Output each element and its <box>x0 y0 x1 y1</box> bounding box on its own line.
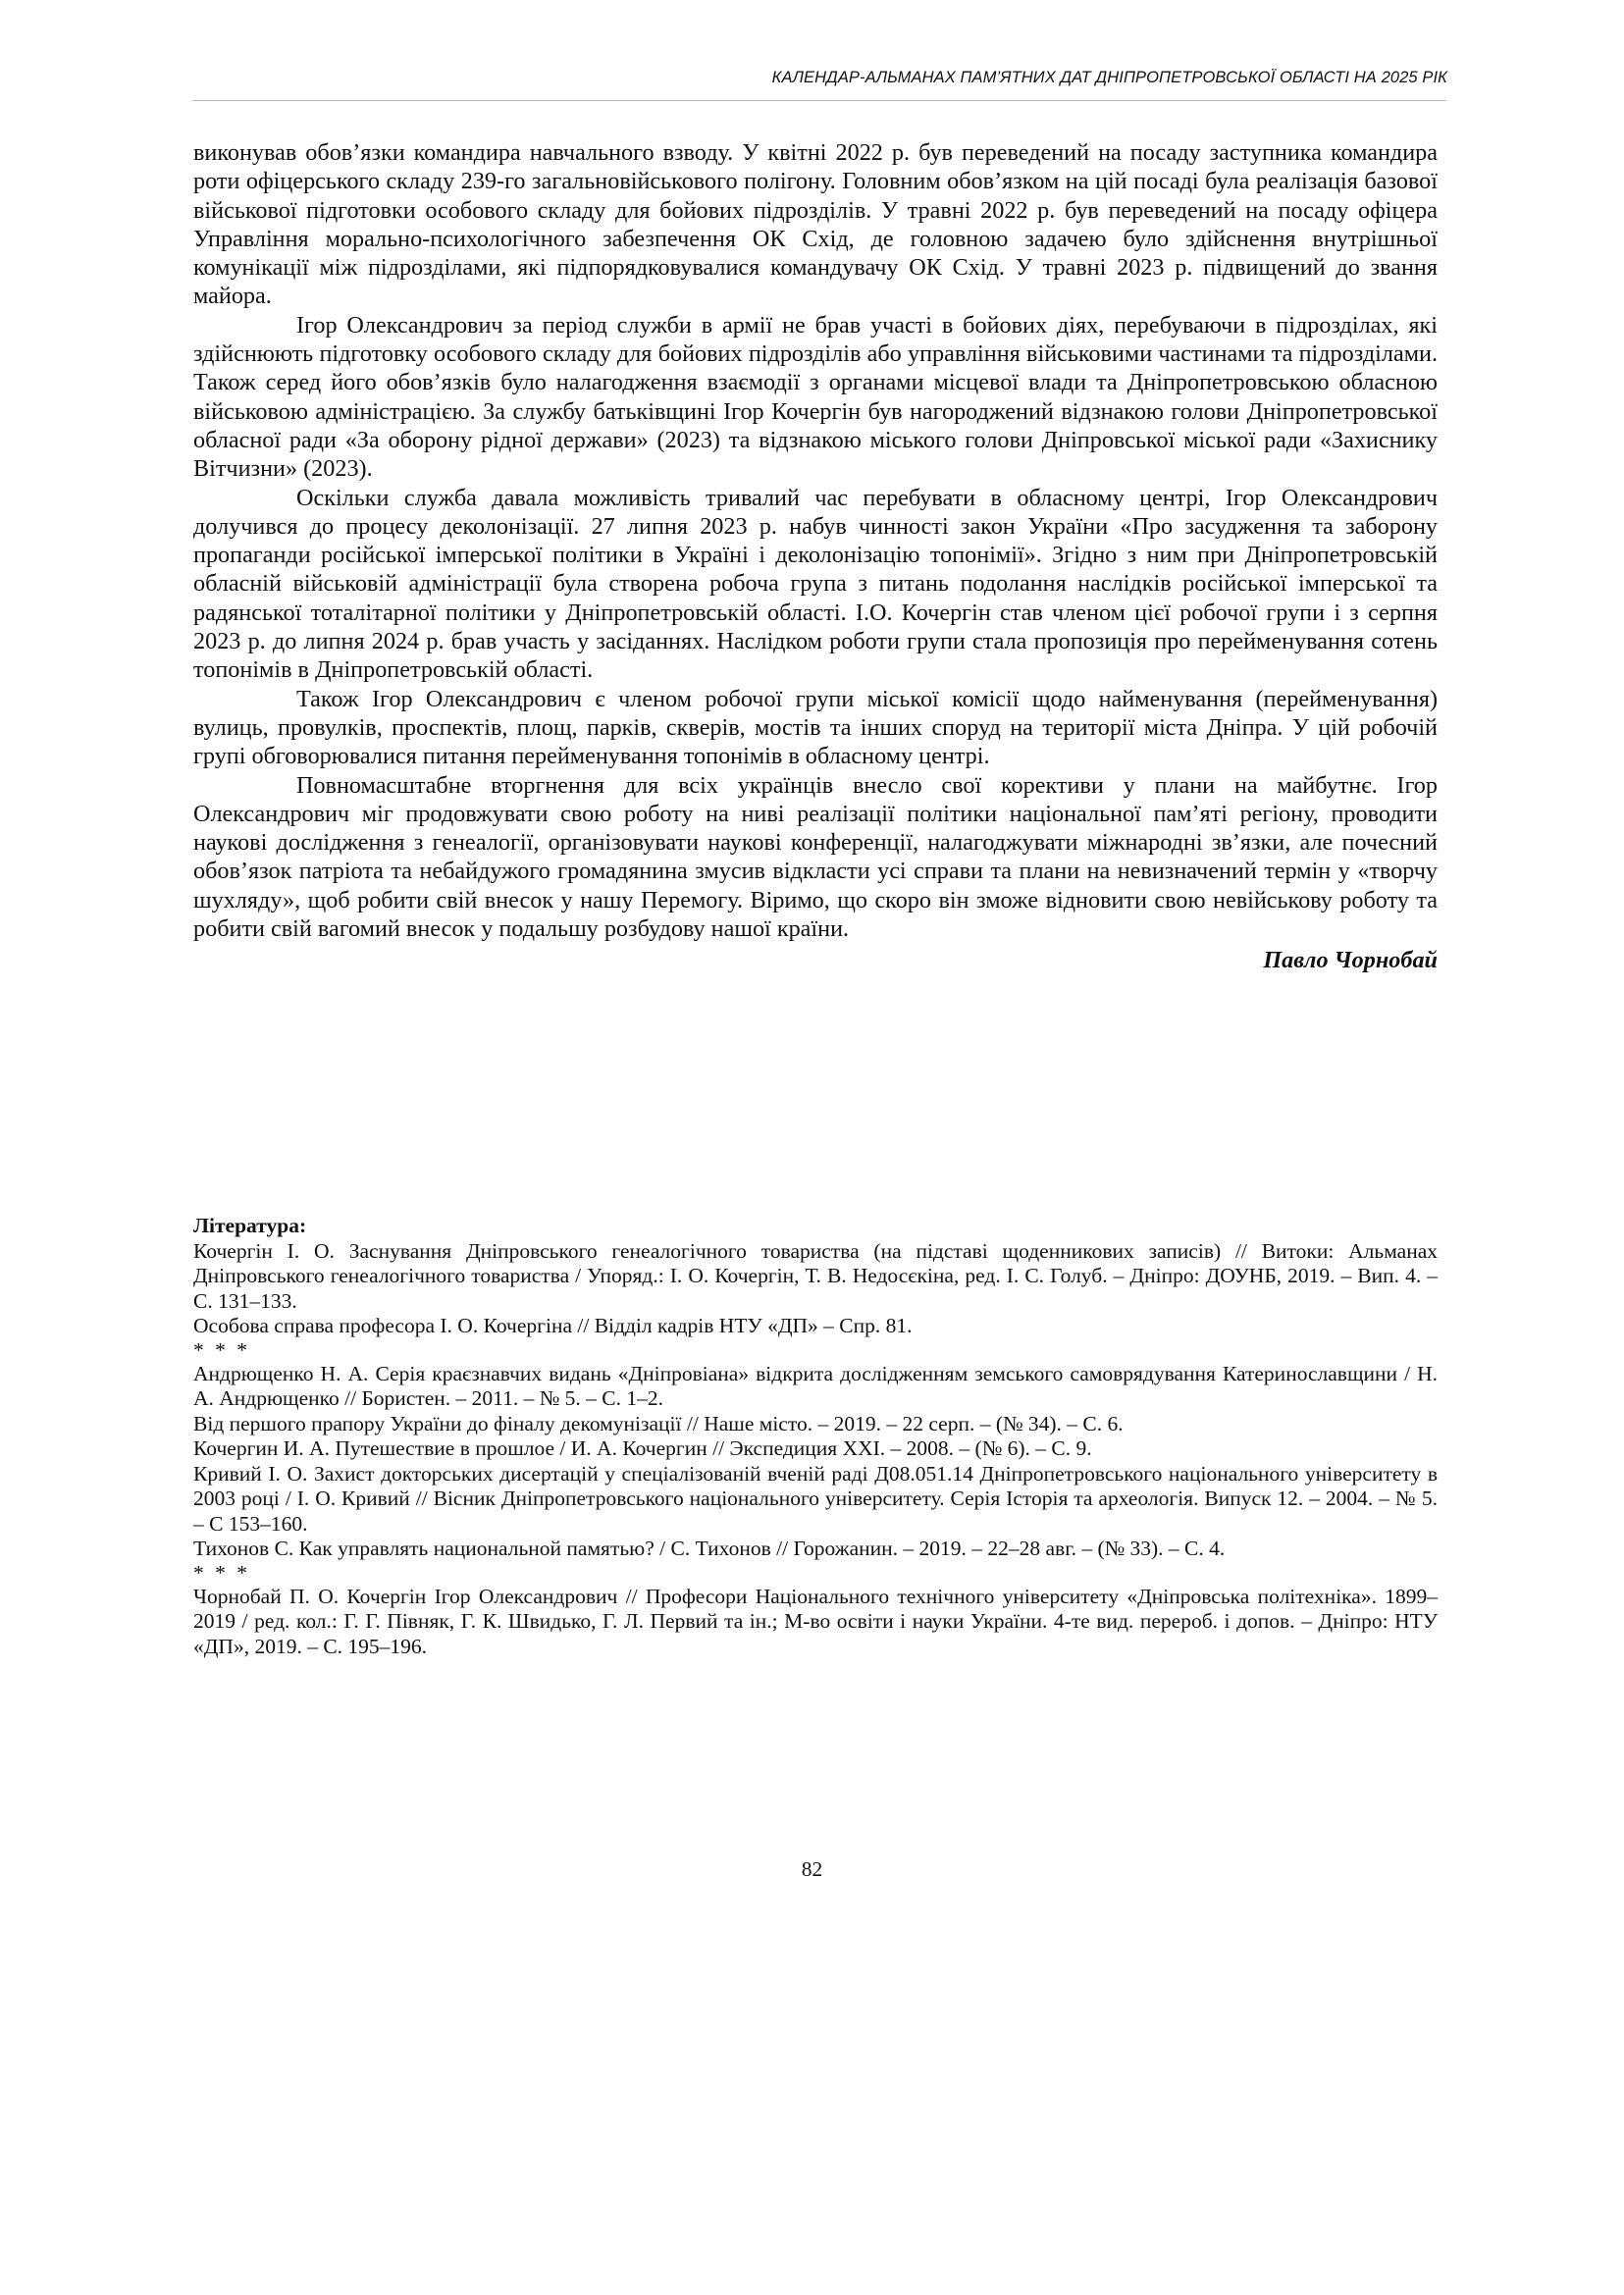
body-paragraph: виконував обов’язки командира навчального взводу. У квітні 2022 р. був переведений на посаду заступника командира роти офіцерського складу 239-го загальновійськового полігону. Головним обов’язком на цій посаді була реалізація базової військової підготовки особового складу для бойових підрозділів. У травні 2022 р. був переведений на посаду офіцера Управління морально-психологічного забезпечення ОК Схід, де головною задачею було здійснення внутрішньої комунікації між підрозділами, які підпорядковувалися командувачу ОК Схід. У травні 2023 р. підвищений до звання майора. <box>193 139 1438 310</box>
article-body <box>193 138 1438 975</box>
body-paragraph: Також Ігор Олександрович є членом робочої групи міської комісії щодо найменування (перейменування) вулиць, провулків, проспектів, площ, парків, скверів, мостів та інших споруд на території міста Дніпра. У цій робочій групі обговорювалися питання перейменування топонімів в обласному центрі. <box>193 685 1438 770</box>
literature-entry: Кривий І. О. Захист докторських дисертацій у спеціалізованій вченій раді Д08.051.14 Дніпропетровського національного університету в 2003 році / І. О. Кривий // Вісник Дніпропетровського національного університету. Серія Історія та археологія. Випуск 12. – 2004. – № 5. – С 153–160. <box>193 1461 1438 1536</box>
body-paragraph: Повномасштабне вторгнення для всіх українців внесло свої корективи у плани на майбутнє. Ігор Олександрович міг продовжувати свою роботу на ниві реалізації політики національної пам’яті регіону, проводити наукові дослідження з генеалогії, організовувати наукові конференції, налагоджувати міжнародні зв’язки, але почесний обов’язок патріота та небайдужого громадянина змусив відкласти усі справи та плани на невизначений термін у «творчу шухляду», щоб робити свій внесок у нашу Перемогу. Віримо, що скоро він зможе відновити свою невійськову роботу та робити свій вагомий внесок у подальшу розбудову нашої країни. <box>193 771 1438 943</box>
page-number: 82 <box>801 1857 823 1881</box>
author-signature: Павло Чорнобай <box>1263 947 1438 974</box>
section-separator: * * * <box>193 1337 250 1362</box>
literature-entry: Кочергін І. О. Заснування Дніпровського генеалогічного товариства (на підставі щоденникових записів) // Витоки: Альманах Дніпровського генеалогічного товариства / Упоряд.: І. О. Кочергін, Т. В. Недосєкіна, ред. І. С. Голуб. – Дніпро: ДОУНБ, 2019. – Вип. 4. – С. 131–133. <box>193 1238 1438 1313</box>
literature-entry: Особова справа професора І. О. Кочергіна // Відділ кадрів НТУ «ДП» – Спр. 81. <box>193 1314 913 1337</box>
literature-entry: Андрющенко Н. А. Серія краєзнавчих видань «Дніпровіана» відкрита дослідженням земського самоврядування Катеринославщини / Н. А. Андрющенко // Бористен. – 2011. – № 5. – С. 1–2. <box>193 1361 1438 1410</box>
literature-entry: Чорнобай П. О. Кочергін Ігор Олександрович // Професори Національного технічного університету «Дніпровська політехніка». 1899–2019 / ред. кол.: Г. Г. Півняк, Г. К. Швидько, Г. Л. Первий та ін.; М-во освіти і науки України. 4-те вид. перероб. і допов. – Дніпро: НТУ «ДП», 2019. – С. 195–196. <box>193 1584 1438 1658</box>
body-paragraph: Оскільки служба давала можливість тривалий час перебувати в обласному центрі, Ігор Олександрович долучився до процесу деколонізації. 27 липня 2023 р. набув чинності закон України «Про засудження та заборону пропаганди російської імперської політики в Україні і деколонізацію топонімії». Згідно з ним при Дніпропетровській обласній військовій адміністрації була створена робоча група з питань подолання наслідків російської імперської та радянської тоталітарної політики у Дніпропетровській області. І.О. Кочергін став членом цієї робочої групи і з серпня 2023 р. до липня 2024 р. брав участь у засіданнях. Наслідком роботи групи стала пропозиція про перейменування сотень топонімів в Дніпропетровській області. <box>193 484 1438 684</box>
header-divider <box>192 100 1446 101</box>
literature-entry: Тихонов С. Как управлять национальной памятью? / С. Тихонов // Горожанин. – 2019. – 22–28 авг. – (№ 33). – С. 4. <box>193 1537 1226 1560</box>
literature-entry: Від першого прапору України до фіналу декомунізації // Наше місто. – 2019. – 22 серп. – (№ 34). – С. 6. <box>193 1411 1124 1435</box>
literature-heading: Література: <box>193 1214 307 1237</box>
literature-section <box>193 1214 1438 1659</box>
literature-entry: Кочергин И. А. Путешествие в прошлое / И. А. Кочергин // Экспедиция XXI. – 2008. – (№ 6). – С. 9. <box>193 1436 1092 1460</box>
running-header: КАЛЕНДАР-АЛЬМАНАХ ПАМ’ЯТНИХ ДАТ ДНІПРОПЕТРОВСЬКОЇ ОБЛАСТІ НА 2025 РІК <box>771 69 1447 86</box>
section-separator: * * * <box>193 1560 250 1585</box>
body-paragraph: Ігор Олександрович за період служби в армії не брав участі в бойових діях, перебуваючи в підрозділах, які здійснюють підготовку особового складу для бойових підрозділів або управління військовими частинами та підрозділами. Також серед його обов’язків було налагодження взаємодії з органами місцевої влади та Дніпропетровською обласною військовою адміністрацією. За службу батьківщині Ігор Кочергін був нагороджений відзнакою голови Дніпропетровської обласної ради «За оборону рідної держави» (2023) та відзнакою міського голови Дніпровської міської ради «Захиснику Вітчизни» (2023). <box>193 311 1438 483</box>
